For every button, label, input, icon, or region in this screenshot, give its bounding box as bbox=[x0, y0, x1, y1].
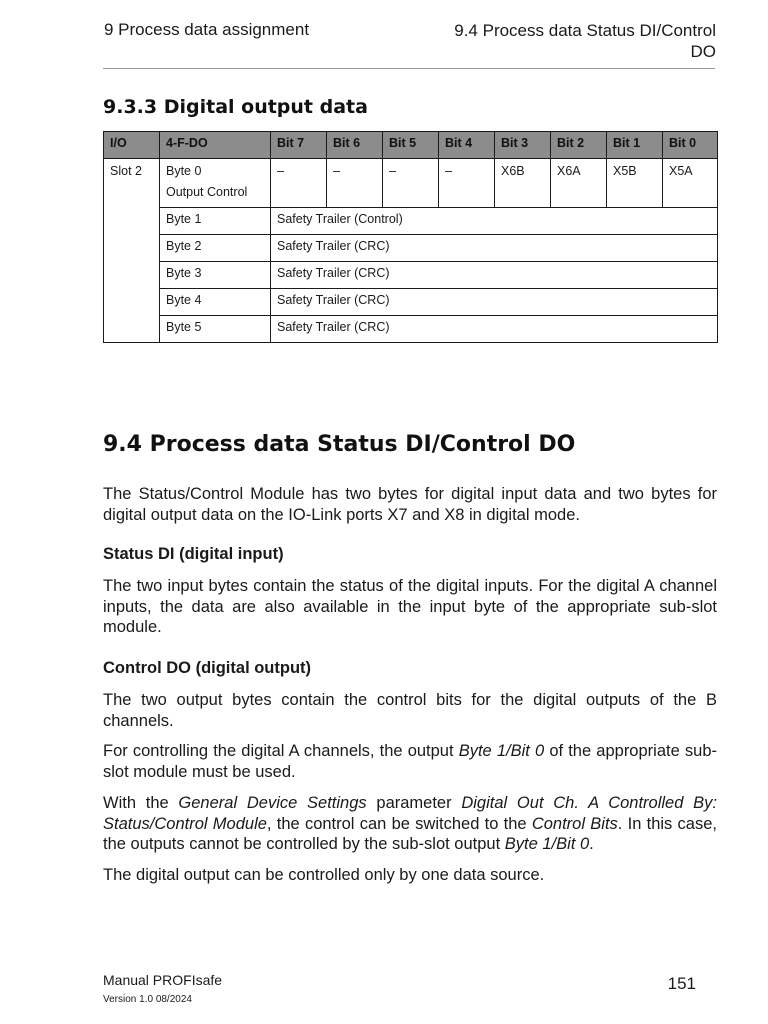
control-do-paragraph: The two output bytes contain the control bits for the digital outputs of the B channels. bbox=[103, 691, 717, 730]
bit-cell: – bbox=[383, 159, 439, 208]
table-row bbox=[104, 208, 718, 235]
slot-cell: Slot 2 bbox=[104, 159, 160, 343]
description-cell: Safety Trailer (CRC) bbox=[271, 262, 718, 289]
text-run: With the bbox=[103, 794, 179, 812]
header-cell: Bit 4 bbox=[439, 132, 495, 159]
status-di-heading: Status DI (digital input) bbox=[103, 545, 284, 563]
bit-cell: X5A bbox=[663, 159, 718, 208]
footer-manual-title: Manual PROFIsafe bbox=[103, 972, 223, 988]
description-cell: Safety Trailer (CRC) bbox=[271, 316, 718, 343]
header-cell: Bit 2 bbox=[551, 132, 607, 159]
status-di-paragraph: The two input bytes contain the status of the digital inputs. For the digital A channel inputs, the data are also available in the input byte of the appropriate sub-slot module. bbox=[103, 577, 717, 636]
section-heading-94: 9.4 Process data Status DI/Control DO bbox=[103, 432, 576, 457]
control-switch-paragraph bbox=[103, 793, 717, 855]
bit-cell: X6A bbox=[551, 159, 607, 208]
emphasis-control-bits: Control Bits bbox=[531, 814, 618, 833]
text-run: , the control can be switched to the bbox=[266, 814, 532, 833]
bit-cell: – bbox=[439, 159, 495, 208]
text-run: For controlling the digital A channels, the output bbox=[103, 742, 459, 760]
table-row bbox=[104, 235, 718, 262]
header-cell: Bit 0 bbox=[663, 132, 718, 159]
header-cell: Bit 7 bbox=[271, 132, 327, 159]
footer-version: Version 1.0 08/2024 bbox=[103, 994, 192, 1005]
control-do-heading: Control DO (digital output) bbox=[103, 659, 312, 677]
byte-cell: Byte 4 bbox=[160, 289, 271, 316]
bit-cell: X5B bbox=[607, 159, 663, 208]
table-row bbox=[104, 262, 718, 289]
byte-cell bbox=[160, 159, 271, 208]
text-run: . bbox=[589, 835, 594, 853]
byte-label: Byte 0 bbox=[166, 164, 202, 178]
running-header-section-line1: 9.4 Process data Status DI/Control bbox=[454, 21, 716, 40]
table-row bbox=[104, 159, 718, 208]
table-header-row bbox=[104, 132, 718, 159]
digital-output-table bbox=[103, 131, 718, 343]
table-row bbox=[104, 316, 718, 343]
text-run: parameter bbox=[366, 794, 462, 812]
section-heading-933: 9.3.3 Digital output data bbox=[103, 96, 368, 118]
emphasis-byte-bit: Byte 1/Bit 0 bbox=[504, 835, 590, 853]
control-a-channels-paragraph bbox=[103, 741, 717, 782]
running-header-chapter: 9 Process data assignment bbox=[104, 20, 310, 39]
header-cell: Bit 6 bbox=[327, 132, 383, 159]
description-cell: Safety Trailer (CRC) bbox=[271, 235, 718, 262]
byte-cell: Byte 3 bbox=[160, 262, 271, 289]
bit-cell: X6B bbox=[495, 159, 551, 208]
emphasis-parameter-name: Digital Out Ch. A Controlled By: Status/Control Module bbox=[103, 794, 717, 833]
header-cell: Bit 5 bbox=[383, 132, 439, 159]
header-cell: Bit 3 bbox=[495, 132, 551, 159]
header-cell: Bit 1 bbox=[607, 132, 663, 159]
running-header-section-line2: DO bbox=[690, 42, 716, 61]
header-cell: 4-F-DO bbox=[160, 132, 271, 159]
bit-cell: – bbox=[271, 159, 327, 208]
table-row bbox=[104, 289, 718, 316]
single-source-paragraph: The digital output can be controlled only by one data source. bbox=[103, 866, 545, 884]
running-header-section bbox=[396, 20, 716, 62]
header-cell: I/O bbox=[104, 132, 160, 159]
description-cell: Safety Trailer (Control) bbox=[271, 208, 718, 235]
text-run: . In this case, the outputs cannot be controlled by the sub-slot output bbox=[103, 814, 717, 853]
page-number: 151 bbox=[667, 974, 696, 993]
header-divider bbox=[103, 68, 715, 69]
byte-sublabel: Output Control bbox=[166, 185, 248, 199]
byte-cell: Byte 5 bbox=[160, 316, 271, 343]
intro-paragraph: The Status/Control Module has two bytes for digital input data and two bytes for digital output data on the IO-Link ports X7 and X8 in digital mode. bbox=[103, 485, 717, 524]
emphasis-byte-bit: Byte 1/Bit 0 bbox=[458, 742, 545, 760]
bit-cell: – bbox=[327, 159, 383, 208]
byte-cell: Byte 1 bbox=[160, 208, 271, 235]
byte-cell: Byte 2 bbox=[160, 235, 271, 262]
description-cell: Safety Trailer (CRC) bbox=[271, 289, 718, 316]
emphasis-general-settings: General Device Settings bbox=[178, 794, 367, 812]
text-run: of the appropriate sub-slot module must be used. bbox=[103, 742, 717, 781]
